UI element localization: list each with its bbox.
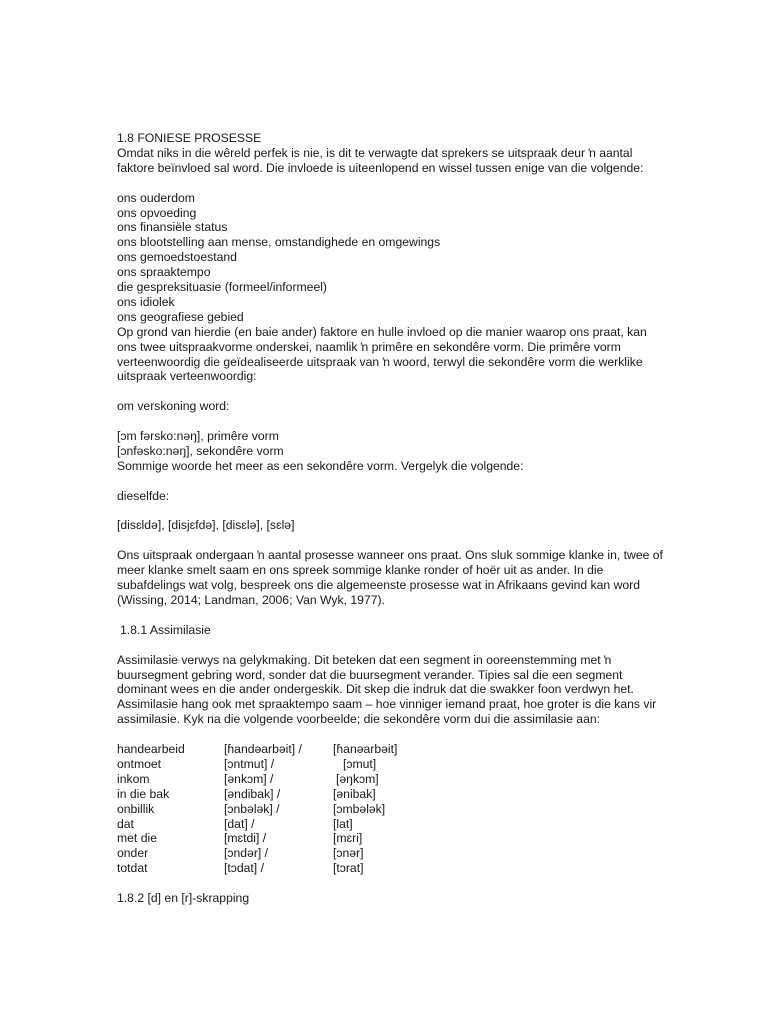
secondary-form-cell: [ɔmbələk]	[333, 801, 386, 816]
secondary-form-cell: [ɦanəarbəit]	[333, 742, 398, 757]
paragraph-line: meer klanke smelt saam en ons spreek sommige klanke ronder of hoër uit as ander. In die	[117, 563, 604, 578]
example-word-cell: dat	[117, 816, 134, 831]
example-word-cell: handearbeid	[117, 742, 185, 757]
paragraph-line: Assimilasie hang ook met spraaktempo saam – hoe vinniger iemand praat, hoe groter is die kans vir	[117, 697, 657, 712]
list-item: ons idiolek	[117, 294, 175, 309]
secondary-form-cell: [ɔnər]	[333, 846, 364, 861]
example-word: dieselfde:	[117, 488, 170, 503]
example-word-cell: onbillik	[117, 801, 155, 816]
table-row	[117, 787, 397, 802]
secondary-form-cell: [mɛri]	[333, 831, 363, 846]
list-item: ons finansiële status	[117, 220, 228, 235]
paragraph-line: Ons uitspraak ondergaan ŉ aantal prosesse wanneer ons praat. Ons sluk sommige klanke in, twee of	[117, 548, 663, 563]
example-word-cell: met die	[117, 831, 157, 846]
paragraph-line: Assimilasie verwys na gelykmaking. Dit beteken dat een segment in ooreenstemming met ŉ	[117, 652, 612, 667]
table-row	[117, 831, 397, 846]
assimilation-paragraph	[117, 653, 657, 728]
intro-line: Omdat niks in die wêreld perfek is nie, is dit te verwagte dat sprekers se uitspraak deur ŉ aantal	[117, 145, 633, 160]
primary-form-cell: [əndibak] /	[224, 786, 281, 801]
paragraph-line: ons twee uitspraakvorme onderskei, naamlik ŉ primêre en sekondêre vorm. Die primêre vorm	[117, 339, 621, 354]
assimilation-examples-table	[117, 742, 397, 876]
primary-form-cell: [ənkɔm] /	[224, 771, 274, 786]
table-row	[117, 861, 397, 876]
table-row	[117, 757, 397, 772]
forms-paragraph	[117, 325, 657, 385]
subsection-title: 1.8.1 Assimilasie	[120, 622, 211, 637]
table-row	[117, 817, 397, 832]
primary-form-cell: [dat] /	[224, 816, 255, 831]
paragraph-line: buursegment gebring word, sonder dat die buursegment verander. Tipies sal die een segment	[117, 667, 623, 682]
transcription-variants: [disɛldə], [disjɛfdə], [disɛlə], [sɛlə]	[117, 518, 295, 533]
paragraph-line: Op grond van hierdie (en baie ander) faktore en hulle invloed op die manier waarop ons praat, kan	[117, 324, 647, 339]
intro-paragraph	[117, 146, 657, 176]
paragraph-line: assimilasie. Kyk na die volgende voorbeelde; die sekondêre vorm dui die assimilasie aan:	[117, 712, 601, 727]
factor-list	[117, 191, 657, 325]
paragraph-line: verteenwoordig die geïdealiseerde uitspraak van ŉ woord, terwyl die sekondêre vorm die werklike	[117, 354, 643, 369]
list-item: ons geografiese gebied	[117, 309, 244, 324]
paragraph-line: dominant wees en die ander ondergeskik. Dit skep die indruk dat die swakker foon verdwyn het.	[117, 682, 634, 697]
secondary-form-cell: [ɔmut]	[343, 756, 377, 771]
intro-line: faktore beïnvloed sal word. Die invloede is uiteenlopend en wissel tussen enige van die volgende:	[117, 160, 644, 175]
example-word-cell: ontmoet	[117, 756, 162, 771]
list-item: ons gemoedstoestand	[117, 250, 237, 265]
section-title: 1.8 FONIESE PROSESSE	[117, 131, 262, 145]
list-item: ons spraaktempo	[117, 265, 211, 280]
table-row	[117, 742, 397, 757]
example-word-cell: totdat	[117, 861, 148, 876]
table-row	[117, 772, 397, 787]
secondary-form-cell: [əŋkɔm]	[336, 771, 379, 786]
primary-form-cell: [ɔndər] /	[224, 846, 269, 861]
primary-form-cell: [ɦandəarbəit] /	[224, 742, 302, 757]
subsection-title: 1.8.2 [d] en [r]-skrapping	[117, 891, 250, 906]
processes-paragraph	[117, 548, 663, 608]
secondary-form-cell: [lat]	[333, 816, 353, 831]
table-row	[117, 802, 397, 817]
primary-form-cell: [ɔntmut] /	[224, 756, 275, 771]
list-item: die gespreksituasie (formeel/informeel)	[117, 280, 327, 295]
paragraph-line: (Wissing, 2014; Landman, 2006; Van Wyk, 1977).	[117, 593, 385, 607]
transcription-secondary: [ɔnfəsko:nəŋ], sekondêre vorm	[117, 443, 284, 458]
secondary-form-cell: [tɔrat]	[333, 861, 364, 876]
paragraph-line: subafdelings wat volg, bespreek ons die algemeenste prosesse wat in Afrikaans gevind kan word	[117, 578, 641, 593]
primary-form-cell: [ɔnbələk] /	[224, 801, 280, 816]
list-item: ons opvoeding	[117, 205, 197, 220]
document-page	[117, 131, 663, 906]
transcription-primary: [ɔm fərsko:nəŋ], primêre vorm	[117, 429, 279, 444]
example-word-cell: onder	[117, 846, 149, 861]
list-item: ons blootstelling aan mense, omstandighede en omgewings	[117, 235, 441, 250]
list-item: ons ouderdom	[117, 190, 195, 205]
compare-sentence: Sommige woorde het meer as een sekondêre vorm. Vergelyk die volgende:	[117, 458, 524, 473]
primary-form-cell: [tɔdat] /	[224, 861, 264, 876]
paragraph-line: uitspraak verteenwoordig:	[117, 369, 257, 384]
primary-form-cell: [mɛtdi] /	[224, 831, 267, 846]
secondary-form-cell: [ənibak]	[333, 786, 376, 801]
example-word-cell: inkom	[117, 771, 150, 786]
table-row	[117, 846, 397, 861]
example-word: om verskoning word:	[117, 399, 230, 414]
example-word-cell: in die bak	[117, 786, 170, 801]
